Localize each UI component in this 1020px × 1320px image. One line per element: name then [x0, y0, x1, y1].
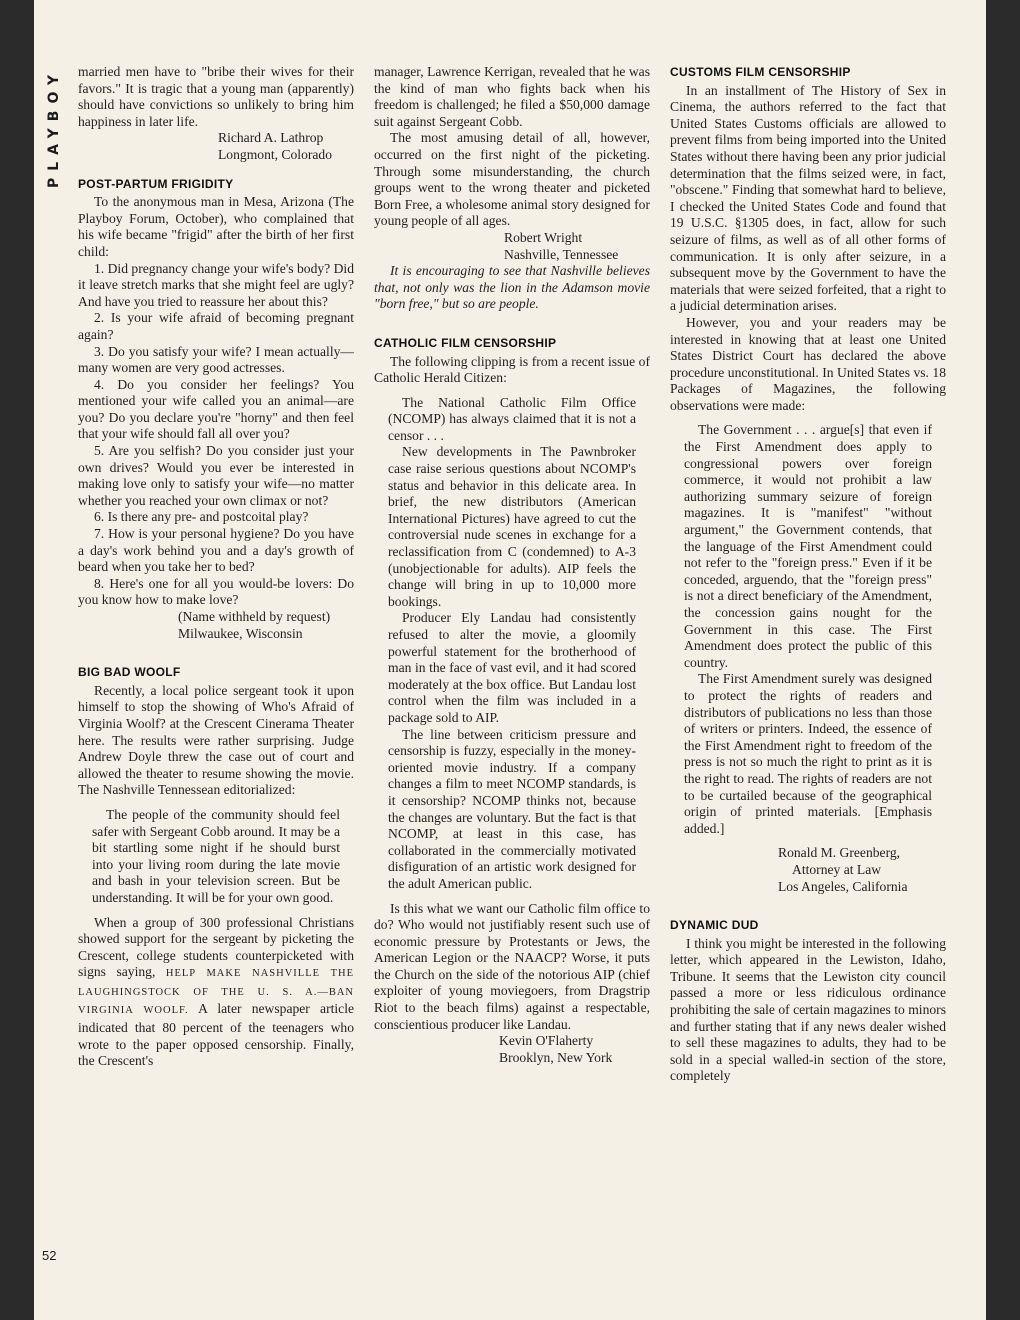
sign-slogan: HELP MAKE NASHVILLE THE LAUGHINGSTOCK OF THE U. S. A.—BAN VIRGINIA WOOLF.	[78, 968, 354, 1017]
letter-text: manager, Lawrence Kerrigan, revealed that he was the kind of man who fights back when his freedom is challenged; he filed a $50,000 damage suit against Sergeant Cobb.	[374, 64, 650, 129]
signature-place: Brooklyn, New York	[499, 1049, 613, 1065]
editor-response: It is encouraging to see that Nashville believes that, not only was the lion in the Adamson movie "born free," but so are people.	[374, 263, 650, 312]
signature	[670, 845, 946, 895]
list-item: 5. Are you selfish? Do you consider just your own drives? Would you ever be interested in making love only to satisfy your wife—no matter whether you reached your own climax or not?	[78, 443, 354, 508]
column-3	[670, 64, 946, 1085]
side-title: PLAYBOY	[46, 68, 62, 189]
quote-text: The Government . . . argue[s] that even if the First Amendment does apply to congressional powers over foreign commerce, it would not prohibit a law authorizing summary seizure of foreign magazines. It is "manifest" "without argument," the Government contends, that the language of the First Amendment could not refer to the "foreign press." Even if it be conceded, arguendo, that the "foreign press" is not a direct beneficiary of the Amendment, the concession gains nought for the Government in this case. The First Amendment does protect the public of this country.	[684, 422, 932, 670]
signature-name: Ronald M. Greenberg,	[778, 845, 901, 861]
section-heading: CUSTOMS FILM CENSORSHIP	[670, 65, 851, 79]
column-2	[374, 64, 650, 1066]
letter-text	[78, 915, 354, 1070]
letter-text: Is this what we want our Catholic film office to do? Who would not justifiably resent such use of economic pressure by Protestants or Jews, the American Legion or the NAACP? Worse, it puts the Church on the side of the notorious AIP (chief exploiter of young moviegoers, from Dragstrip Riot to the beach films) against a respectable, conscientious producer like Landau.	[374, 900, 650, 1032]
letter-text: married men have to "bribe their wives for their favors." It is tragic that a young man (apparently) should have convictions so unlikely to bring him happiness in later life.	[78, 64, 354, 129]
quote-text: The people of the community should feel safer with Sergeant Cobb around. It may be a bit startling some night if he should burst into your living room during the late movie and bash in your television screen. But be understanding. It will be for your own good.	[92, 806, 340, 905]
signature-place: Milwaukee, Wisconsin	[178, 625, 303, 641]
letter-text: In an installment of The History of Sex in Cinema, the authors referred to the fact that United States Customs officials are allowed to prevent films from being imported into the United States without there having been any prior judicial determination that the films seized were, in fact, "obscene." Finding that somewhat hard to believe, I checked the United States Code and found that 19 U.S.C. §1305 does, in fact, allow for such seizure of films, as well as of all other forms of communication. It is only after seizure, in a subsequent move by the Government to have the materials that were seized forfeited, that a right to a judicial determination arises.	[670, 82, 946, 314]
letter-text: I think you might be interested in the following letter, which appeared in the Lewiston, Idaho, Tribune. It seems that the Lewiston city council passed a more or less ridiculous ordinance prohibiting the sale of certain magazines to minors and further stating that if any news dealer wished to sell these magazines to adults, they had to be sold in a special walled-in section of the store, completely	[670, 935, 946, 1084]
list-item: 1. Did pregnancy change your wife's body? Did it leave stretch marks that she might feel are ugly? And have you tried to reassure her about this?	[78, 260, 354, 309]
signature	[78, 609, 354, 642]
block-quote	[388, 395, 636, 893]
signature-name: Kevin O'Flaherty	[499, 1033, 594, 1049]
letter-text: To the anonymous man in Mesa, Arizona (The Playboy Forum, October), who complained that his wife became "frigid" after the birth of her first child:	[78, 194, 354, 259]
letter-text: However, you and your readers may be interested in knowing that at least one United States District Court has declared the above procedure unconstitutional. In United States vs. 18 Packages of Magazines, the following observations were made:	[670, 314, 946, 413]
magazine-page	[34, 0, 986, 1320]
quote-text: The line between criticism pressure and censorship is fuzzy, especially in the money-oriented movie industry. If a company changes a film to meet NCOMP standards, is it censorship? NCOMP thinks not, because the changes are voluntary. But the fact is that NCOMP, at least in this case, has collaborated in the commercially motivated disfiguration of an artistic work designed for the adult American public.	[388, 726, 636, 891]
section-heading: CATHOLIC FILM CENSORSHIP	[374, 335, 557, 350]
signature	[374, 1033, 650, 1066]
letter-text: The most amusing detail of all, however, occurred on the first night of the picketing. Through some misunderstanding, the church groups went to the wrong theater and picketed Born Free, a wholesome animal story designed for young people of all ages.	[374, 130, 650, 229]
letter-text: Recently, a local police sergeant took it upon himself to stop the showing of Who's Afraid of Virginia Woolf? at the Crescent Cinerama Theater here. The results were rather surprising. Judge Andrew Doyle threw the case out of court and allowed the theater to resume showing the movie. The Nashville Tennessean editorialized:	[78, 682, 354, 798]
block-quote	[92, 807, 340, 907]
list-item: 6. Is there any pre- and postcoital play?	[94, 509, 309, 525]
signature-name: Richard A. Lathrop	[218, 130, 324, 146]
list-item: 2. Is your wife afraid of becoming pregnant again?	[78, 310, 354, 342]
page-number: 52	[42, 1248, 57, 1263]
letter-text: The following clipping is from a recent issue of Catholic Herald Citizen:	[374, 353, 650, 386]
list-item: 4. Do you consider her feelings? You mentioned your wife called you an animal—are you? Do you declare you're "horny" and then feel that your wife should fall all over you?	[78, 376, 354, 442]
signature-title: Attorney at Law	[792, 861, 882, 877]
quote-text: Producer Ely Landau had consistently refused to alter the movie, a gloomily powerful statement for the brotherhood of man in the face of vast evil, and it had scored moderately at the box office. But Landau lost control when the film was included in a package sold to AIP.	[388, 610, 636, 725]
list-item: 7. How is your personal hygiene? Do you have a day's work behind you and a day's growth of beard when you take her to bed?	[78, 526, 354, 575]
signature-place: Los Angeles, California	[778, 878, 908, 894]
signature-name: (Name withheld by request)	[178, 609, 331, 624]
letter-text-part: When a group of 300 professional Christians showed support for the sergeant by picketing the Crescent, college students counterpicketed with signs saying,	[78, 914, 354, 980]
block-quote	[684, 422, 932, 837]
letter-text-part: A later newspaper article indicated that 80 percent of the teenagers who wrote to the paper opposed censorship. Finally, the Crescent's	[78, 1001, 354, 1069]
signature-name: Robert Wright	[504, 229, 583, 245]
signature-place: Longmont, Colorado	[218, 146, 333, 162]
section-heading: BIG BAD WOOLF	[78, 665, 181, 680]
section-heading: POST-PARTUM FRIGIDITY	[78, 176, 234, 191]
signature	[78, 130, 354, 163]
signature-place: Nashville, Tennessee	[504, 246, 619, 262]
quote-text: New developments in The Pawnbroker case raise serious questions about NCOMP's status and behavior in this delicate area. In brief, the new distributors (American International Pictures) have agreed to cut the controversial nude scenes in exchange for a reclassification from C (condemned) to A-3 (unobjectionable for adults). AIP feels the change will bring in up to 10,000 more bookings.	[388, 444, 636, 609]
quote-text: The First Amendment surely was designed to protect the rights of readers and distributors of publications no less than those of writers or printers. Indeed, the essence of the First Amendment right to freedom of the press is not so much the right to print as it is the right to read. The rights of readers are not to be curtailed because of the geographical origin of printed materials. [Emphasis added.]	[684, 671, 932, 836]
section-heading: DYNAMIC DUD	[670, 918, 759, 933]
signature	[374, 230, 650, 263]
column-1	[78, 64, 354, 1070]
quote-text: The National Catholic Film Office (NCOMP) has always claimed that it is not a censor . . .	[388, 394, 636, 443]
list-item: 8. Here's one for all you would-be lovers: Do you know how to make love?	[78, 575, 354, 608]
list-item: 3. Do you satisfy your wife? I mean actually—many women are very good actresses.	[78, 343, 354, 376]
